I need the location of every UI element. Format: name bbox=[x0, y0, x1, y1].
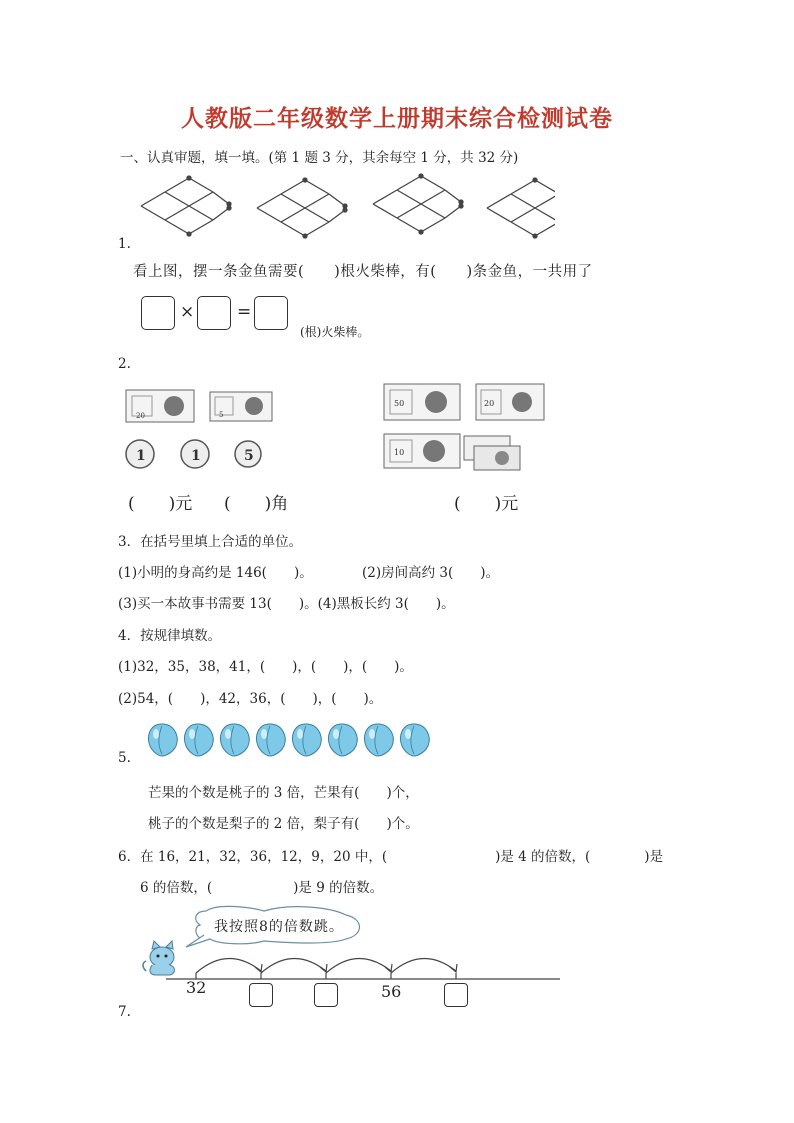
section-heading: 一、认真审题，填一填。(第 1 题 3 分，其余每空 1 分，共 32 分) bbox=[120, 150, 519, 166]
question-4-heading: 4．按规律填数。 bbox=[118, 628, 222, 644]
bill-right-value-1: 50 bbox=[394, 399, 405, 408]
peach-row bbox=[146, 720, 456, 760]
peach-icon bbox=[293, 724, 322, 756]
answer-jiao: ( )角 bbox=[224, 494, 289, 514]
question-3-heading: 3．在括号里填上合适的单位。 bbox=[118, 534, 303, 550]
peach-icon bbox=[365, 724, 394, 756]
peach-icon bbox=[329, 724, 358, 756]
jump-answer-box-1[interactable] bbox=[249, 983, 273, 1007]
question-2-number: 2. bbox=[118, 356, 131, 372]
question-6-line-1: 6．在 16，21，32，36，12，9，20 中，( )是 4 的倍数，( )是 bbox=[118, 849, 664, 865]
number-label-56: 56 bbox=[381, 982, 402, 1001]
question-4-item-1: (1)32，35，38，41，( )，( )，( )。 bbox=[118, 659, 413, 675]
peach-icon bbox=[257, 724, 286, 756]
answer-box-3[interactable] bbox=[254, 296, 288, 330]
coin-value-2: 1 bbox=[191, 448, 201, 464]
fish-2 bbox=[257, 178, 347, 238]
banknote-5-icon bbox=[210, 392, 272, 421]
number-label-32: 32 bbox=[186, 978, 207, 997]
banknote-20-icon bbox=[476, 384, 544, 420]
peach-icon bbox=[149, 724, 178, 756]
coin-5-icon bbox=[235, 441, 261, 467]
coin-value-1: 1 bbox=[136, 448, 146, 464]
answer-box-2[interactable] bbox=[197, 296, 231, 330]
bill-left-value-1: 20 bbox=[136, 412, 145, 420]
banknote-50-icon bbox=[384, 384, 460, 420]
question-5-line-1: 芒果的个数是桃子的 3 倍，芒果有( )个， bbox=[148, 785, 419, 801]
coin-value-3: 5 bbox=[244, 448, 254, 464]
money-right-group bbox=[382, 382, 552, 478]
peach-icon bbox=[401, 724, 430, 756]
banknote-10-icon bbox=[384, 434, 460, 468]
bill-left-value-2: 5 bbox=[219, 411, 224, 419]
answer-yuan-right: ( )元 bbox=[454, 494, 519, 514]
speech-bubble-text: 我按照8的倍数跳。 bbox=[214, 919, 344, 935]
question-3-item-2: (2)房间高约 3( )。 bbox=[362, 565, 500, 581]
times-sign: × bbox=[180, 302, 195, 322]
page-title: 人教版二年级数学上册期末综合检测试卷 bbox=[181, 105, 613, 132]
question-1-number: 1. bbox=[118, 236, 131, 252]
question-5-line-2: 桃子的个数是梨子的 2 倍，梨子有( )个。 bbox=[148, 816, 419, 832]
question-6-line-2: 6 的倍数，( )是 9 的倍数。 bbox=[140, 880, 384, 896]
coin-2-icon bbox=[181, 440, 209, 468]
question-3-item-1: (1)小明的身高约是 146( )。 bbox=[118, 565, 313, 581]
cat-icon bbox=[143, 941, 175, 975]
peach-icon bbox=[221, 724, 250, 756]
fish-4 bbox=[487, 178, 555, 238]
question-1-text: 看上图，摆一条金鱼需要( )根火柴棒，有( )条金鱼，一共用了 bbox=[133, 264, 593, 280]
question-3-item-3: (3)买一本故事书需要 13( )。(4)黑板长约 3( )。 bbox=[118, 596, 455, 612]
answer-yuan-left: ( )元 bbox=[128, 494, 193, 514]
banknote-20-icon bbox=[126, 390, 194, 422]
answer-box-1[interactable] bbox=[141, 296, 175, 330]
fish-1 bbox=[141, 176, 231, 236]
jump-arcs bbox=[196, 958, 457, 973]
coin-1-icon bbox=[126, 440, 154, 468]
equals-sign: = bbox=[237, 302, 252, 322]
fish-3 bbox=[373, 174, 463, 234]
question-1-suffix: (根)火柴棒。 bbox=[300, 325, 370, 339]
banknote-jiao-stack-icon bbox=[464, 436, 520, 470]
bill-right-value-2: 20 bbox=[484, 399, 495, 408]
bill-right-value-3: 10 bbox=[394, 448, 405, 457]
jump-answer-box-3[interactable] bbox=[444, 983, 468, 1007]
peach-icon bbox=[185, 724, 214, 756]
question-5-number: 5. bbox=[118, 750, 131, 766]
money-left-group bbox=[124, 386, 284, 476]
question-4-item-2: (2)54，( )，42，36，( )，( )。 bbox=[118, 691, 383, 707]
jump-answer-box-2[interactable] bbox=[314, 983, 338, 1007]
question-7-number: 7. bbox=[118, 1004, 131, 1020]
matchstick-fish-figure bbox=[135, 168, 555, 244]
